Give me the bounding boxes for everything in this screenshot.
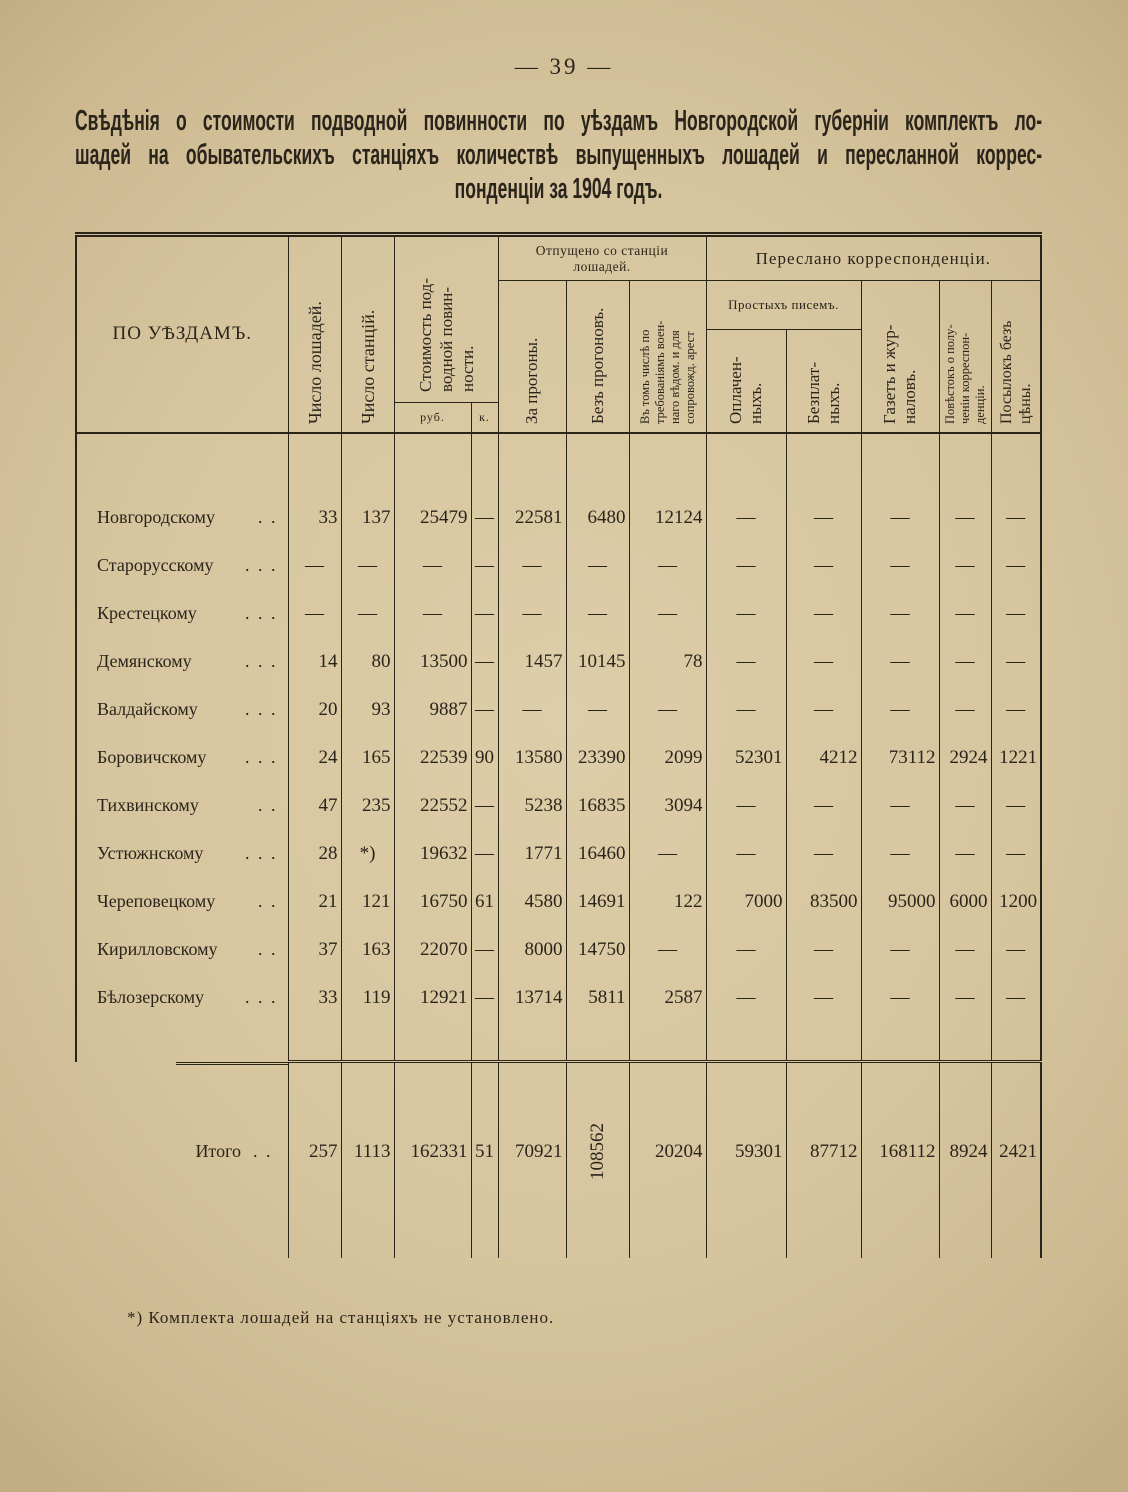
cell-newspapers: 73112 (861, 734, 939, 782)
cell-horses: 21 (288, 878, 341, 926)
cell-horses: 14 (288, 638, 341, 686)
total-released-without-fares (566, 1062, 629, 1258)
cell-stations: 121 (341, 878, 394, 926)
cell-cost-rub: 25479 (394, 494, 471, 542)
header-text: наловъ. (900, 369, 919, 424)
vertical-label (726, 332, 766, 424)
total-notices: 8924 (939, 1062, 991, 1258)
cell-letters-free: — (786, 782, 861, 830)
cell-letters-free: — (786, 686, 861, 734)
cell-released-without-fares: 5811 (566, 974, 629, 1022)
total-parcels: 2421 (991, 1062, 1041, 1258)
cell-letters-free: 4212 (786, 734, 861, 782)
cell-newspapers: — (861, 974, 939, 1022)
cell-parcels: — (991, 974, 1041, 1022)
cell-stations: 93 (341, 686, 394, 734)
vertical-label (638, 284, 698, 424)
district-label (97, 987, 278, 1008)
header-text: сопровожд. арест (682, 330, 697, 424)
cell-horses: 33 (288, 974, 341, 1022)
table-body (76, 433, 1041, 1258)
header-gap-row (76, 433, 1041, 494)
cell-cost-kop: — (471, 686, 498, 734)
totals-gap-row (76, 1022, 1041, 1062)
cell-letters-paid: — (706, 926, 786, 974)
cell-parcels: — (991, 494, 1041, 542)
table-row (76, 590, 1041, 638)
cell-parcels: — (991, 926, 1041, 974)
header-text: Число станцій. (357, 309, 378, 424)
cell-cost-rub: 22070 (394, 926, 471, 974)
column-header-notices (939, 281, 991, 433)
cell-stations: 119 (341, 974, 394, 1022)
cell-stations: 163 (341, 926, 394, 974)
cell-parcels: — (991, 638, 1041, 686)
cell-letters-paid: — (706, 542, 786, 590)
cell-cost-kop: 61 (471, 878, 498, 926)
group-header-sent-correspondence: Переслано корреспонденціи. (706, 235, 1041, 281)
total-cost-kop: 51 (471, 1062, 498, 1258)
cell-notices: — (939, 926, 991, 974)
header-text: Безплат- (803, 361, 823, 424)
total-cost-rub: 162331 (394, 1062, 471, 1258)
total-letters-paid: 59301 (706, 1062, 786, 1258)
total-rotated-value: 108562 (586, 1123, 608, 1181)
cell-released-without-fares: 10145 (566, 638, 629, 686)
cell-cost-rub: 16750 (394, 878, 471, 926)
cell-cost-rub: 13500 (394, 638, 471, 686)
header-text: Число лошадей. (304, 300, 325, 424)
cell-notices: — (939, 974, 991, 1022)
district-name: Итого (195, 1141, 241, 1161)
cell-letters-paid: — (706, 974, 786, 1022)
district-label (97, 843, 278, 864)
cell-horses: 24 (288, 734, 341, 782)
header-text: требованіямъ воен- (652, 320, 667, 424)
column-header-horses (288, 235, 341, 433)
district-name: Старорусскому (97, 555, 214, 575)
leader-dots: . . (253, 1141, 273, 1161)
district-cell (76, 734, 288, 782)
total-horses: 257 (288, 1062, 341, 1258)
district-label (97, 891, 278, 912)
cell-notices: 2924 (939, 734, 991, 782)
cell-cost-kop: — (471, 974, 498, 1022)
cell-newspapers: — (861, 830, 939, 878)
cell-released-military: — (629, 830, 706, 878)
cell-newspapers: — (861, 638, 939, 686)
leader-dots: . . . (245, 699, 278, 719)
cell-letters-free: — (786, 590, 861, 638)
table-row (76, 830, 1041, 878)
leader-dots: . . . (245, 987, 278, 1007)
header-text: Газетъ и жур- (880, 324, 899, 424)
header-text: ныхъ. (746, 382, 765, 424)
column-header-paid (706, 330, 786, 433)
cell-letters-paid: — (706, 782, 786, 830)
cell-letters-paid: 7000 (706, 878, 786, 926)
empty-cell (629, 1022, 706, 1062)
cell-newspapers: — (861, 494, 939, 542)
vertical-label (588, 284, 608, 424)
district-label (97, 699, 278, 720)
leader-dots: . . (258, 939, 278, 959)
cell-letters-free: — (786, 542, 861, 590)
cell-released-military: — (629, 926, 706, 974)
total-released-for-fares: 70921 (498, 1062, 566, 1258)
cell-newspapers: — (861, 686, 939, 734)
header-text: Оплачен- (726, 355, 745, 424)
total-released-military: 20204 (629, 1062, 706, 1258)
cell-stations: *) (341, 830, 394, 878)
cell-released-military: 122 (629, 878, 706, 926)
cell-released-for-fares: 5238 (498, 782, 566, 830)
table-row (76, 782, 1041, 830)
district-name: Тихвинскому (97, 795, 199, 815)
cell-released-for-fares: — (498, 686, 566, 734)
header-text: Посылокъ безъ (997, 320, 1015, 424)
cell-released-without-fares: 14691 (566, 878, 629, 926)
cell-parcels: — (991, 542, 1041, 590)
cell-released-without-fares: 23390 (566, 734, 629, 782)
cell-stations: 165 (341, 734, 394, 782)
district-cell (76, 878, 288, 926)
district-name: Новгородскому (97, 507, 215, 527)
cell-cost-kop: — (471, 782, 498, 830)
empty-cell (288, 433, 341, 494)
leader-dots: . . . (245, 843, 278, 863)
cell-horses: 33 (288, 494, 341, 542)
cell-released-military: 12124 (629, 494, 706, 542)
district-cell (76, 638, 288, 686)
vertical-label (415, 242, 478, 392)
table-row (76, 974, 1041, 1022)
cell-cost-rub: 22552 (394, 782, 471, 830)
district-name: Череповецкому (97, 891, 216, 911)
cell-letters-free: 83500 (786, 878, 861, 926)
table-row (76, 926, 1041, 974)
district-label (96, 1141, 273, 1162)
district-name: Кирилловскому (97, 939, 218, 959)
vertical-label (880, 284, 920, 424)
cell-letters-free: — (786, 638, 861, 686)
empty-cell (629, 433, 706, 494)
table-row (76, 734, 1041, 782)
cell-cost-rub: — (394, 590, 471, 638)
empty-cell (471, 1022, 498, 1062)
column-header-without-fares (566, 281, 629, 433)
leader-dots: . . (258, 507, 278, 527)
header-text: денціи. (972, 384, 987, 424)
cell-released-for-fares: — (498, 542, 566, 590)
cell-released-for-fares: 1771 (498, 830, 566, 878)
cell-newspapers: 95000 (861, 878, 939, 926)
leader-dots: . . . (245, 747, 278, 767)
empty-cell (76, 433, 288, 494)
empty-cell (861, 1022, 939, 1062)
cell-released-for-fares: 13580 (498, 734, 566, 782)
cell-parcels: — (991, 782, 1041, 830)
cell-horses: 20 (288, 686, 341, 734)
district-label (97, 795, 278, 816)
title-line-1: Свѣдѣнія о стоимости подводной повинности по уѣздамъ Новгородской губерніи комплектъ ло- (75, 105, 1042, 137)
cell-letters-free: — (786, 926, 861, 974)
leader-dots: . . . (245, 651, 278, 671)
cell-released-for-fares: 22581 (498, 494, 566, 542)
cell-letters-free: — (786, 974, 861, 1022)
title-line-3: понденціи за 1904 годъ. (454, 173, 663, 205)
district-cell (76, 542, 288, 590)
cell-letters-free: — (786, 830, 861, 878)
leader-dots: . . . (245, 555, 278, 575)
cell-cost-rub: — (394, 542, 471, 590)
empty-cell (566, 1022, 629, 1062)
empty-cell (341, 1022, 394, 1062)
cell-released-without-fares: — (566, 542, 629, 590)
vertical-label (304, 244, 326, 424)
cell-parcels: — (991, 686, 1041, 734)
cell-horses: — (288, 590, 341, 638)
column-header-stations (341, 235, 394, 433)
page-title (75, 104, 1042, 208)
cell-notices: — (939, 494, 991, 542)
total-stations: 1113 (341, 1062, 394, 1258)
cell-horses: 37 (288, 926, 341, 974)
cell-notices: — (939, 782, 991, 830)
cell-released-without-fares: 16835 (566, 782, 629, 830)
empty-cell (991, 433, 1041, 494)
cell-released-for-fares: — (498, 590, 566, 638)
district-label (97, 603, 278, 624)
header-text: ности. (457, 345, 477, 392)
header-text: Отпущено со станціи (535, 242, 669, 258)
cell-cost-rub: 12921 (394, 974, 471, 1022)
table-row (76, 542, 1041, 590)
header-text: водной повин- (436, 287, 456, 392)
vertical-label (522, 284, 542, 424)
header-text: наго вѣдом. и для (667, 329, 682, 424)
total-letters-free: 87712 (786, 1062, 861, 1258)
empty-cell (939, 1022, 991, 1062)
cell-letters-free: — (786, 494, 861, 542)
cell-newspapers: — (861, 590, 939, 638)
cell-notices: — (939, 542, 991, 590)
cell-cost-kop: — (471, 590, 498, 638)
vertical-label (997, 284, 1035, 424)
empty-cell (706, 433, 786, 494)
total-newspapers: 168112 (861, 1062, 939, 1258)
header-text: Въ томъ числѣ по (637, 329, 652, 424)
district-name: Валдайскому (97, 699, 198, 719)
cell-released-military: — (629, 590, 706, 638)
cell-letters-paid: — (706, 494, 786, 542)
column-header-free (786, 330, 861, 433)
leader-dots: . . (258, 891, 278, 911)
district-cell (76, 974, 288, 1022)
cell-released-for-fares: 4580 (498, 878, 566, 926)
district-cell (76, 494, 288, 542)
cell-horses: — (288, 542, 341, 590)
column-header-parcels (991, 281, 1041, 433)
cell-stations: — (341, 542, 394, 590)
column-header-military (629, 281, 706, 433)
vertical-label (804, 332, 844, 424)
vertical-label (943, 284, 988, 424)
district-name: Крестецкому (97, 603, 197, 623)
cell-cost-kop: — (471, 494, 498, 542)
column-header-rub: руб. (394, 403, 471, 433)
cell-released-without-fares: — (566, 590, 629, 638)
column-header-cost (394, 235, 498, 403)
district-name: Боровичскому (97, 747, 207, 767)
leader-dots: . . . (245, 603, 278, 623)
cell-cost-kop: — (471, 926, 498, 974)
cell-letters-paid: — (706, 590, 786, 638)
district-cell (76, 830, 288, 878)
empty-cell (341, 433, 394, 494)
totals-label-cell (76, 1062, 288, 1258)
district-label (97, 555, 278, 576)
cell-notices: — (939, 638, 991, 686)
header-text: Безъ прогоновъ. (587, 307, 607, 424)
cell-cost-rub: 22539 (394, 734, 471, 782)
column-header-for-fares (498, 281, 566, 433)
cell-cost-rub: 9887 (394, 686, 471, 734)
empty-cell (498, 1022, 566, 1062)
cell-released-military: 2099 (629, 734, 706, 782)
cell-letters-paid: — (706, 686, 786, 734)
district-name: Бѣлозерскому (97, 987, 205, 1007)
header-row-1 (76, 235, 1041, 281)
header-text: цѣны. (1016, 382, 1034, 424)
table-header (76, 235, 1041, 433)
header-text: ныхъ. (823, 382, 843, 424)
empty-cell (786, 1022, 861, 1062)
statistics-table (75, 232, 1042, 1258)
empty-cell (498, 433, 566, 494)
empty-cell (991, 1022, 1041, 1062)
cell-newspapers: — (861, 926, 939, 974)
empty-cell (288, 1022, 341, 1062)
cell-released-military: 2587 (629, 974, 706, 1022)
cell-notices: 6000 (939, 878, 991, 926)
footnote: *) Комплекта лошадей на станціяхъ не установлено. (127, 1308, 555, 1327)
empty-cell (566, 433, 629, 494)
header-text: Повѣстокъ о полу- (942, 323, 957, 424)
title-line-2: шадей на обывательскихъ станціяхъ количествѣ выпущенныхъ лошадей и пересланной коррес- (75, 139, 1042, 171)
district-cell (76, 686, 288, 734)
empty-cell (471, 433, 498, 494)
district-label (97, 939, 278, 960)
table-row (76, 878, 1041, 926)
empty-cell (939, 433, 991, 494)
empty-cell (861, 433, 939, 494)
header-text: Стоимость под- (415, 278, 435, 392)
district-name: Устюжнскому (97, 843, 204, 863)
cell-newspapers: — (861, 782, 939, 830)
district-cell (76, 926, 288, 974)
table-row (76, 686, 1041, 734)
empty-cell (706, 1022, 786, 1062)
cell-parcels: — (991, 590, 1041, 638)
cell-released-military: 3094 (629, 782, 706, 830)
cell-letters-paid: — (706, 638, 786, 686)
cell-released-without-fares: 16460 (566, 830, 629, 878)
header-text: ченіи корреспон- (957, 332, 972, 424)
table-row (76, 494, 1041, 542)
cell-horses: 47 (288, 782, 341, 830)
cell-parcels: — (991, 830, 1041, 878)
cell-released-military: — (629, 686, 706, 734)
cell-released-military: 78 (629, 638, 706, 686)
leader-dots: . . (258, 795, 278, 815)
district-cell (76, 590, 288, 638)
cell-parcels: 1221 (991, 734, 1041, 782)
district-name: Демянскому (97, 651, 192, 671)
district-label (97, 507, 278, 528)
column-header-district: ПО УѢЗДАМЪ. (76, 235, 288, 433)
district-label (97, 747, 278, 768)
cell-stations: — (341, 590, 394, 638)
group-header-released-horses (498, 235, 706, 281)
cell-newspapers: — (861, 542, 939, 590)
cell-released-for-fares: 1457 (498, 638, 566, 686)
empty-cell (786, 433, 861, 494)
cell-released-without-fares: 14750 (566, 926, 629, 974)
cell-parcels: 1200 (991, 878, 1041, 926)
cell-cost-kop: — (471, 542, 498, 590)
cell-notices: — (939, 686, 991, 734)
cell-cost-rub: 19632 (394, 830, 471, 878)
column-header-newspapers (861, 281, 939, 433)
header-text: За прогоны. (522, 337, 541, 424)
cell-stations: 80 (341, 638, 394, 686)
cell-horses: 28 (288, 830, 341, 878)
cell-notices: — (939, 830, 991, 878)
cell-released-without-fares: 6480 (566, 494, 629, 542)
table-row (76, 638, 1041, 686)
header-text: лошадей. (573, 258, 631, 274)
totals-row (76, 1062, 1041, 1258)
cell-stations: 137 (341, 494, 394, 542)
cell-released-for-fares: 8000 (498, 926, 566, 974)
cell-cost-kop: — (471, 830, 498, 878)
cell-cost-kop: 90 (471, 734, 498, 782)
cell-letters-paid: 52301 (706, 734, 786, 782)
district-cell (76, 782, 288, 830)
column-header-kop: к. (471, 403, 498, 433)
page-number: — 39 — (514, 54, 614, 79)
cell-released-without-fares: — (566, 686, 629, 734)
cell-notices: — (939, 590, 991, 638)
cell-released-for-fares: 13714 (498, 974, 566, 1022)
district-label (97, 651, 278, 672)
empty-cell (76, 1022, 288, 1062)
group-header-simple-letters: Простыхъ писемъ. (706, 281, 861, 330)
cell-cost-kop: — (471, 638, 498, 686)
empty-cell (394, 433, 471, 494)
empty-cell (394, 1022, 471, 1062)
cell-letters-paid: — (706, 830, 786, 878)
cell-released-military: — (629, 542, 706, 590)
vertical-label (357, 244, 379, 424)
cell-stations: 235 (341, 782, 394, 830)
